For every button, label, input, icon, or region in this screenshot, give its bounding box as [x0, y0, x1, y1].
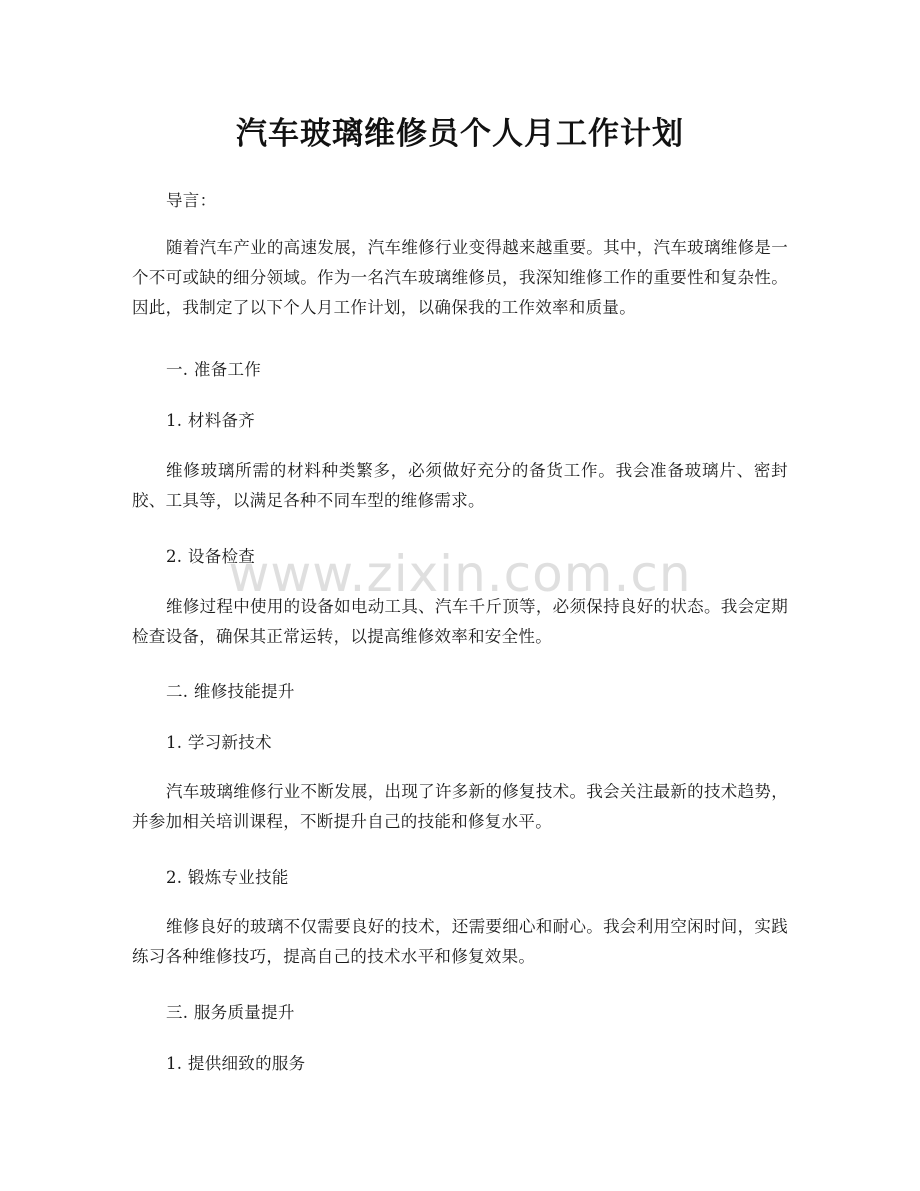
- section-heading-2: 二. 维修技能提升: [166, 682, 295, 701]
- section-heading-1: 一. 准备工作: [166, 360, 262, 379]
- subsection-paragraph-1-2: 维修过程中使用的设备如电动工具、汽车千斤顶等，必须保持良好的状态。我会定期检查设备，确保其正常运转，以提高维修效率和安全性。: [132, 597, 788, 646]
- subsection-heading-2-1: 1. 学习新技术: [166, 733, 272, 752]
- subsection-paragraph-1-1: 维修玻璃所需的材料种类繁多，必须做好充分的备货工作。我会准备玻璃片、密封胶、工具等，以满足各种不同车型的维修需求。: [132, 461, 788, 510]
- subsection-heading-1-1: 1. 材料备齐: [166, 411, 256, 430]
- subsection-heading-2-2: 2. 锻炼专业技能: [166, 868, 289, 887]
- subsection-heading-1-2: 2. 设备检查: [166, 547, 256, 566]
- intro-label: 导言：: [166, 191, 217, 210]
- subsection-paragraph-2-2: 维修良好的玻璃不仅需要良好的技术，还需要细心和耐心。我会利用空闲时间，实践练习各种维修技巧，提高自己的技术水平和修复效果。: [132, 917, 788, 966]
- subsection-paragraph-2-1: 汽车玻璃维修行业不断发展，出现了许多新的修复技术。我会关注最新的技术趋势，并参加相关培训课程，不断提升自己的技能和修复水平。: [132, 782, 788, 831]
- intro-paragraph: 随着汽车产业的高速发展，汽车维修行业变得越来越重要。其中，汽车玻璃维修是一个不可或缺的细分领域。作为一名汽车玻璃维修员，我深知维修工作的重要性和复杂性。因此，我制定了以下个人月工作计划，以确保我的工作效率和质量。: [132, 238, 788, 317]
- watermark: www.zixin.com.cn: [228, 545, 692, 603]
- section-heading-3: 三. 服务质量提升: [166, 1003, 295, 1022]
- document-title: 汽车玻璃维修员个人月工作计划: [236, 116, 684, 152]
- subsection-heading-3-1: 1. 提供细致的服务: [166, 1054, 306, 1073]
